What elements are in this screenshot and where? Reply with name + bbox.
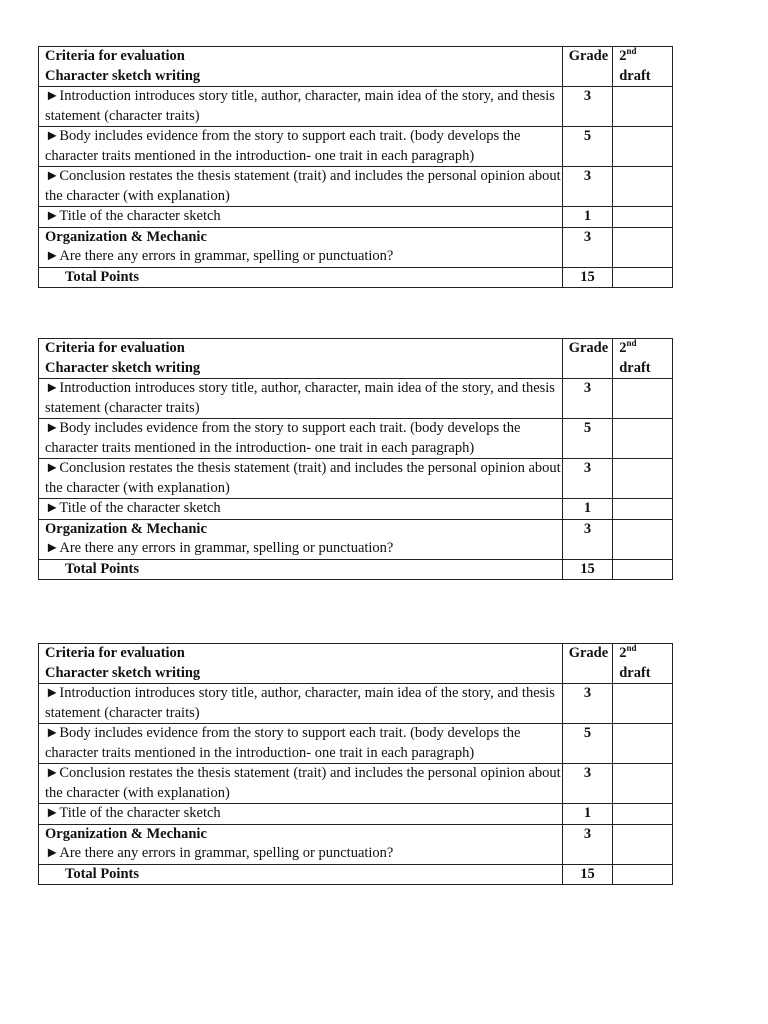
criteria-header-cell: [39, 47, 563, 87]
total-label: Total Points: [39, 864, 563, 885]
second-draft-header: 2nd draft: [613, 339, 673, 379]
organization-title: Organization & Mechanic: [45, 228, 207, 245]
criterion-grade: 3: [562, 87, 613, 127]
second-draft-header: 2nd draft: [613, 644, 673, 684]
grade-header: Grade: [562, 339, 613, 379]
second-draft-cell: [613, 764, 673, 804]
bullet-icon: ►: [45, 500, 60, 516]
bullet-icon: ►: [45, 208, 60, 224]
criterion-row: [39, 804, 673, 825]
second-draft-cell: [613, 207, 673, 228]
criterion-text: ►Introduction introduces story title, author, character, main idea of the story, and thesis statement (character traits): [39, 87, 563, 127]
organization-text: Organization & Mechanic ►Are there any errors in grammar, spelling or punctuation?: [39, 824, 563, 864]
rubric-header-row: [39, 644, 673, 684]
organization-title: Organization & Mechanic: [45, 520, 207, 537]
organization-text: Organization & Mechanic ►Are there any errors in grammar, spelling or punctuation?: [39, 519, 563, 559]
rubric-header-row: [39, 339, 673, 379]
criterion-row: [39, 764, 673, 804]
bullet-icon: ►: [45, 168, 60, 184]
criteria-title: Criteria for evaluation: [45, 48, 185, 64]
bullet-icon: ►: [45, 845, 60, 861]
criterion-row: [39, 684, 673, 724]
bullet-icon: ►: [45, 540, 60, 556]
total-label: Total Points: [39, 267, 563, 288]
criterion-text: ►Body includes evidence from the story to support each trait. (body develops the character traits mentioned in the introduction- one trait in each paragraph): [39, 127, 563, 167]
organization-row: [39, 824, 673, 864]
criterion-row: [39, 379, 673, 419]
second-draft-cell: [613, 127, 673, 167]
organization-row: [39, 519, 673, 559]
bullet-icon: ►: [45, 248, 60, 264]
criterion-row: [39, 167, 673, 207]
organization-title: Organization & Mechanic: [45, 825, 207, 842]
criterion-text: ►Conclusion restates the thesis statement (trait) and includes the personal opinion about the character (with explanation): [39, 167, 563, 207]
bullet-icon: ►: [45, 765, 60, 781]
criterion-text: ►Introduction introduces story title, author, character, main idea of the story, and thesis statement (character traits): [39, 684, 563, 724]
criteria-subtitle: Character sketch writing: [45, 664, 201, 681]
criteria-subtitle: Character sketch writing: [45, 67, 201, 84]
criterion-row: [39, 127, 673, 167]
bullet-icon: ►: [45, 380, 60, 396]
organization-grade: 3: [562, 824, 613, 864]
second-draft-cell: [613, 419, 673, 459]
criterion-grade: 5: [562, 127, 613, 167]
criteria-header-cell: [39, 339, 563, 379]
criteria-header-cell: [39, 644, 563, 684]
bullet-icon: ►: [45, 685, 60, 701]
bullet-icon: ►: [45, 88, 60, 104]
second-draft-cell: [613, 267, 673, 288]
second-draft-cell: [613, 804, 673, 825]
total-label: Total Points: [39, 559, 563, 580]
second-draft-cell: [613, 724, 673, 764]
criterion-text: ►Title of the character sketch: [39, 804, 563, 825]
second-draft-cell: [613, 559, 673, 580]
criterion-grade: 1: [562, 499, 613, 520]
second-draft-header: 2nd draft: [613, 47, 673, 87]
criterion-grade: 3: [562, 167, 613, 207]
grade-header: Grade: [562, 47, 613, 87]
second-draft-cell: [613, 459, 673, 499]
criterion-grade: 5: [562, 419, 613, 459]
criteria-subtitle: Character sketch writing: [45, 359, 201, 376]
criterion-grade: 3: [562, 379, 613, 419]
criterion-text: ►Body includes evidence from the story to support each trait. (body develops the character traits mentioned in the introduction- one trait in each paragraph): [39, 419, 563, 459]
criterion-text: ►Title of the character sketch: [39, 499, 563, 520]
rubric-table-1: [38, 46, 673, 288]
grade-header: Grade: [562, 644, 613, 684]
total-value: 15: [562, 559, 613, 580]
organization-row: [39, 227, 673, 267]
second-draft-cell: [613, 499, 673, 520]
criterion-text: ►Body includes evidence from the story to support each trait. (body develops the character traits mentioned in the introduction- one trait in each paragraph): [39, 724, 563, 764]
criterion-grade: 1: [562, 804, 613, 825]
total-row: [39, 267, 673, 288]
criterion-text: ►Conclusion restates the thesis statement (trait) and includes the personal opinion about the character (with explanation): [39, 459, 563, 499]
second-draft-cell: [613, 684, 673, 724]
criterion-grade: 5: [562, 724, 613, 764]
second-draft-cell: [613, 864, 673, 885]
criteria-title: Criteria for evaluation: [45, 340, 185, 356]
total-row: [39, 864, 673, 885]
rubric-table-2: [38, 338, 673, 580]
criterion-row: [39, 724, 673, 764]
bullet-icon: ►: [45, 420, 60, 436]
bullet-icon: ►: [45, 725, 60, 741]
second-draft-cell: [613, 824, 673, 864]
second-draft-cell: [613, 87, 673, 127]
criterion-row: [39, 499, 673, 520]
organization-grade: 3: [562, 227, 613, 267]
criterion-grade: 1: [562, 207, 613, 228]
criterion-row: [39, 459, 673, 499]
criterion-row: [39, 207, 673, 228]
total-row: [39, 559, 673, 580]
criterion-row: [39, 419, 673, 459]
rubric-header-row: [39, 47, 673, 87]
criterion-row: [39, 87, 673, 127]
criterion-grade: 3: [562, 684, 613, 724]
criterion-text: ►Title of the character sketch: [39, 207, 563, 228]
criterion-text: ►Conclusion restates the thesis statement (trait) and includes the personal opinion about the character (with explanation): [39, 764, 563, 804]
second-draft-cell: [613, 379, 673, 419]
criterion-text: ►Introduction introduces story title, author, character, main idea of the story, and thesis statement (character traits): [39, 379, 563, 419]
second-draft-cell: [613, 167, 673, 207]
organization-grade: 3: [562, 519, 613, 559]
bullet-icon: ►: [45, 460, 60, 476]
second-draft-cell: [613, 227, 673, 267]
criterion-grade: 3: [562, 764, 613, 804]
rubric-table-3: [38, 643, 673, 885]
bullet-icon: ►: [45, 805, 60, 821]
organization-text: Organization & Mechanic ►Are there any errors in grammar, spelling or punctuation?: [39, 227, 563, 267]
second-draft-cell: [613, 519, 673, 559]
criteria-title: Criteria for evaluation: [45, 645, 185, 661]
total-value: 15: [562, 864, 613, 885]
criterion-grade: 3: [562, 459, 613, 499]
bullet-icon: ►: [45, 128, 60, 144]
total-value: 15: [562, 267, 613, 288]
